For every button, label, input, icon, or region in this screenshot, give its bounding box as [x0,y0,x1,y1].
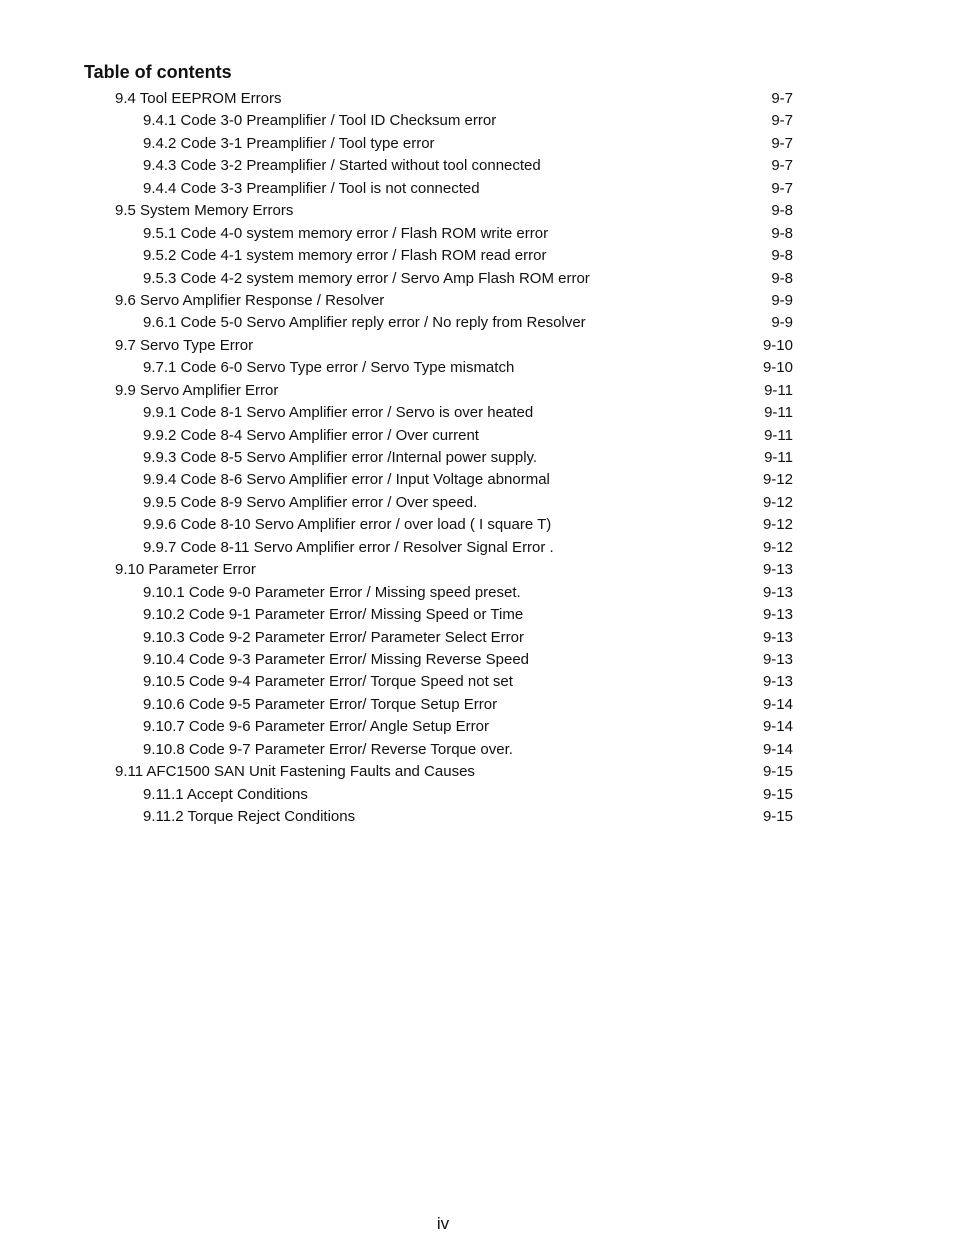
toc-entry[interactable] [0,155,954,177]
toc-entry[interactable] [0,425,954,447]
toc-entry-label: 9.4.2 Code 3-1 Preamplifier / Tool type error [143,134,435,152]
toc-entry-page: 9-10 [762,336,793,354]
toc-entry[interactable] [0,627,954,649]
toc-entry-page: 9-13 [762,650,793,668]
toc-entry-page: 9-11 [764,426,793,444]
toc-entry-label: 9.9.2 Code 8-4 Servo Amplifier error / Over current [143,426,479,444]
toc-entry-page: 9-15 [762,785,793,803]
toc-entry-label: 9.5.2 Code 4-1 system memory error / Flash ROM read error [143,247,547,265]
toc-entry-page: 9-15 [762,763,793,781]
toc-entry[interactable] [0,514,954,536]
toc-entry-label: 9.4 Tool EEPROM Errors [115,90,282,107]
toc-entry-label: 9.5.1 Code 4-0 system memory error / Flash ROM write error [143,224,549,242]
toc-entry[interactable] [0,110,954,132]
toc-entry-label: 9.9 Servo Amplifier Error [115,381,279,399]
toc-entry-page: 9-7 [771,134,793,152]
toc-entry[interactable] [0,200,954,222]
toc-entry-page: 9-9 [771,314,793,332]
toc-entry-label: 9.9.3 Code 8-5 Servo Amplifier error /Internal power supply. [143,449,538,466]
toc-entry-label: 9.4.1 Code 3-0 Preamplifier / Tool ID Checksum error [143,112,497,130]
toc-entry-label: 9.10.3 Code 9-2 Parameter Error/ Parameter Select Error [143,628,524,646]
toc-entry[interactable] [0,716,954,738]
toc-entry[interactable] [0,806,954,828]
toc-entry-page: 9-12 [762,471,793,489]
toc-entry[interactable] [0,133,954,155]
toc-entry[interactable] [0,784,954,806]
toc-entry[interactable] [0,402,954,424]
toc-entry-page: 9-8 [771,202,793,220]
toc-entry[interactable] [0,582,954,604]
toc-entry-page: 9-10 [762,359,793,377]
toc-entry[interactable] [0,469,954,491]
toc-entry-label: 9.5.3 Code 4-2 system memory error / Servo Amp Flash ROM error [143,269,590,287]
toc-entry-page: 9-13 [762,561,793,579]
toc-entry[interactable] [0,290,954,312]
page-title: Table of contents [84,62,232,82]
toc-entry-page: 9-13 [762,628,793,646]
toc-entry[interactable] [0,88,954,110]
toc-entry-label: 9.6 Servo Amplifier Response / Resolver [115,291,385,309]
toc-entry-page: 9-12 [762,516,793,534]
toc-entry[interactable] [0,357,954,379]
toc-entry-label: 9.10.6 Code 9-5 Parameter Error/ Torque Setup Error [143,695,498,713]
toc-entry-label: 9.9.7 Code 8-11 Servo Amplifier error / Resolver Signal Error . [143,538,554,556]
toc-entry-page: 9-14 [762,718,793,736]
toc-entry-label: 9.9.4 Code 8-6 Servo Amplifier error / Input Voltage abnormal [143,471,550,489]
toc-entry-page: 9-13 [762,606,793,624]
toc-entry[interactable] [0,447,954,469]
toc-entry-page: 9-11 [764,381,793,399]
toc-entry-page: 9-8 [771,247,793,265]
toc-entry-label: 9.10.4 Code 9-3 Parameter Error/ Missing Reverse Speed [143,650,530,668]
toc-entry-page: 9-11 [764,404,793,422]
toc-entry[interactable] [0,178,954,200]
toc-entry-label: 9.5 System Memory Errors [115,202,294,220]
toc-entry[interactable] [0,492,954,514]
toc-entry-page: 9-13 [762,583,793,601]
toc-entry-page: 9-7 [771,157,793,175]
toc-entry-page: 9-12 [762,493,793,511]
toc-entry-label: 9.10.8 Code 9-7 Parameter Error/ Reverse Torque over. [143,740,513,758]
toc-entry-page: 9-14 [762,695,793,713]
toc-entry[interactable] [0,312,954,334]
toc-entry[interactable] [0,223,954,245]
toc-entry-label: 9.11 AFC1500 SAN Unit Fastening Faults and Causes [115,763,475,781]
toc-list [0,88,954,828]
toc-entry-label: 9.9.1 Code 8-1 Servo Amplifier error / Servo is over heated [143,404,534,422]
toc-entry-page: 9-7 [771,112,793,130]
toc-entry-page: 9-8 [771,269,793,287]
toc-entry-page: 9-15 [762,808,793,825]
toc-entry-page: 9-7 [771,179,793,197]
toc-entry-label: 9.6.1 Code 5-0 Servo Amplifier reply error / No reply from Resolver [143,314,586,332]
toc-entry[interactable] [0,380,954,402]
toc-entry[interactable] [0,335,954,357]
toc-entry-label: 9.7 Servo Type Error [115,336,254,354]
toc-entry[interactable] [0,761,954,783]
toc-entry-label: 9.4.4 Code 3-3 Preamplifier / Tool is not connected [143,179,480,197]
toc-entry-label: 9.10 Parameter Error [115,561,256,579]
toc-entry-label: 9.10.1 Code 9-0 Parameter Error / Missing speed preset. [143,583,521,601]
toc-entry-page: 9-12 [762,538,793,556]
toc-entry[interactable] [0,649,954,671]
toc-entry[interactable] [0,604,954,626]
toc-entry[interactable] [0,245,954,267]
toc-entry-label: 9.9.5 Code 8-9 Servo Amplifier error / Over speed. [143,493,478,511]
toc-entry-page: 9-7 [771,90,793,107]
toc-entry-page: 9-9 [771,291,793,309]
toc-entry-label: 9.10.7 Code 9-6 Parameter Error/ Angle Setup Error [143,718,490,736]
toc-entry[interactable] [0,739,954,761]
toc-entry[interactable] [0,671,954,693]
toc-entry-label: 9.9.6 Code 8-10 Servo Amplifier error / over load ( I square T) [143,516,552,534]
toc-entry-page: 9-14 [762,740,793,758]
toc-entry-label: 9.11.2 Torque Reject Conditions [143,808,356,825]
toc-entry[interactable] [0,694,954,716]
toc-entry-page: 9-13 [762,673,793,691]
toc-entry-page: 9-8 [771,224,793,242]
toc-entry[interactable] [0,559,954,581]
toc-entry-page: 9-11 [764,449,793,466]
toc-entry[interactable] [0,537,954,559]
toc-entry-label: 9.10.5 Code 9-4 Parameter Error/ Torque Speed not set [143,673,513,691]
toc-entry-label: 9.4.3 Code 3-2 Preamplifier / Started without tool connected [143,157,541,175]
page-number: iv [436,1214,450,1233]
toc-entry[interactable] [0,268,954,290]
toc-entry-label: 9.11.1 Accept Conditions [143,785,308,803]
toc-entry-label: 9.7.1 Code 6-0 Servo Type error / Servo Type mismatch [143,359,515,377]
toc-entry-label: 9.10.2 Code 9-1 Parameter Error/ Missing Speed or Time [143,606,524,624]
